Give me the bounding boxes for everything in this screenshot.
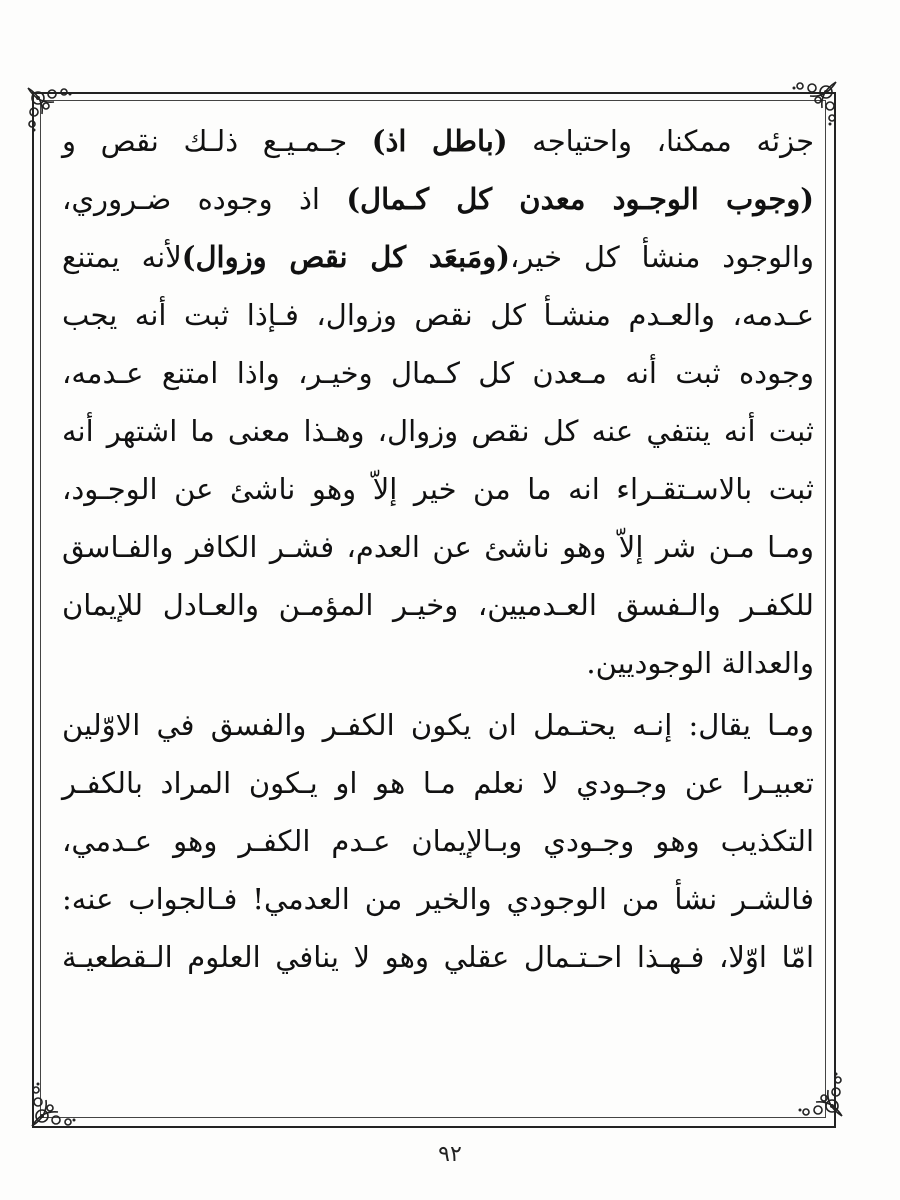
bold-phrase: (وجوب الوجـود معدن كل كـمال)	[346, 182, 814, 216]
paragraph	[62, 696, 814, 986]
text-line	[62, 870, 814, 928]
body-text	[62, 112, 814, 986]
page-number: ٩٢	[438, 1142, 462, 1167]
text-segment: جزئه ممكنا، واحتياجه	[507, 124, 814, 158]
text-segment: وجوده ثبت أنه مـعدن كل كـمال وخيـر، واذا امتنع عـدمه،	[62, 356, 814, 390]
text-line	[62, 402, 814, 460]
text-line	[62, 576, 814, 634]
paragraph	[62, 112, 814, 692]
text-segment: للكفـر والـفسق العـدميين، وخيـر المؤمـن والعـادل للإيمان	[62, 588, 814, 622]
text-segment: لأنه يمتنع	[62, 240, 182, 274]
text-segment: عـدمه، والعـدم منشـأ كل نقص وزوال، فـإذا ثبت أنه يجب	[62, 298, 814, 332]
text-segment: اذ وجوده ضـروري،	[62, 182, 347, 216]
corner-ornament-icon	[790, 1064, 846, 1120]
text-line	[62, 754, 814, 812]
text-line	[62, 696, 814, 754]
text-segment: امّا اوّلا، فـهـذا احـتـمال عقلي وهو لا ينافي العلوم الـقطعيـة	[62, 940, 814, 974]
text-line	[62, 460, 814, 518]
text-line	[62, 112, 814, 170]
bold-phrase: (ومَبعَد كل نقص وزوال)	[181, 240, 511, 274]
text-line	[62, 634, 814, 692]
text-line	[62, 344, 814, 402]
text-line	[62, 812, 814, 870]
text-segment: ومـا يقال: إنـه يحتـمل ان يكون الكفـر والفسق في الاوّلين	[62, 708, 814, 742]
text-line	[62, 228, 814, 286]
text-segment: والوجود منشأ كل خير،	[510, 240, 814, 274]
text-segment: تعبيـرا عن وجـودي لا نعلم مـا هو او يـكون المراد بالكفـر	[62, 766, 814, 800]
text-segment: ومـا مـن شر إلاّ وهو ناشئ عن العدم، فشـر الكافر والفـاسق	[62, 530, 814, 564]
text-line	[62, 518, 814, 576]
text-segment: والعدالة الوجوديين.	[586, 646, 814, 680]
text-segment: التكذيب وهو وجـودي وبـالإيمان عـدم الكفـر وهو عـدمي،	[62, 824, 814, 858]
text-line	[62, 170, 814, 228]
text-line	[62, 286, 814, 344]
text-segment: ثبت بالاسـتقـراء انه ما من خير إلاّ وهو ناشئ عن الوجـود،	[62, 472, 814, 506]
text-segment: جـمـيـع ذلـك نقص و	[62, 124, 372, 158]
bold-phrase: (باطل اذ)	[371, 124, 508, 158]
text-line	[62, 928, 814, 986]
text-segment: فالشـر نشأ من الوجودي والخير من العدمي! فـالجواب عنه:	[62, 882, 814, 916]
corner-ornament-icon	[28, 1074, 84, 1130]
text-segment: ثبت أنه ينتفي عنه كل نقص وزوال، وهـذا معنى ما اشتهر أنه	[62, 414, 814, 448]
